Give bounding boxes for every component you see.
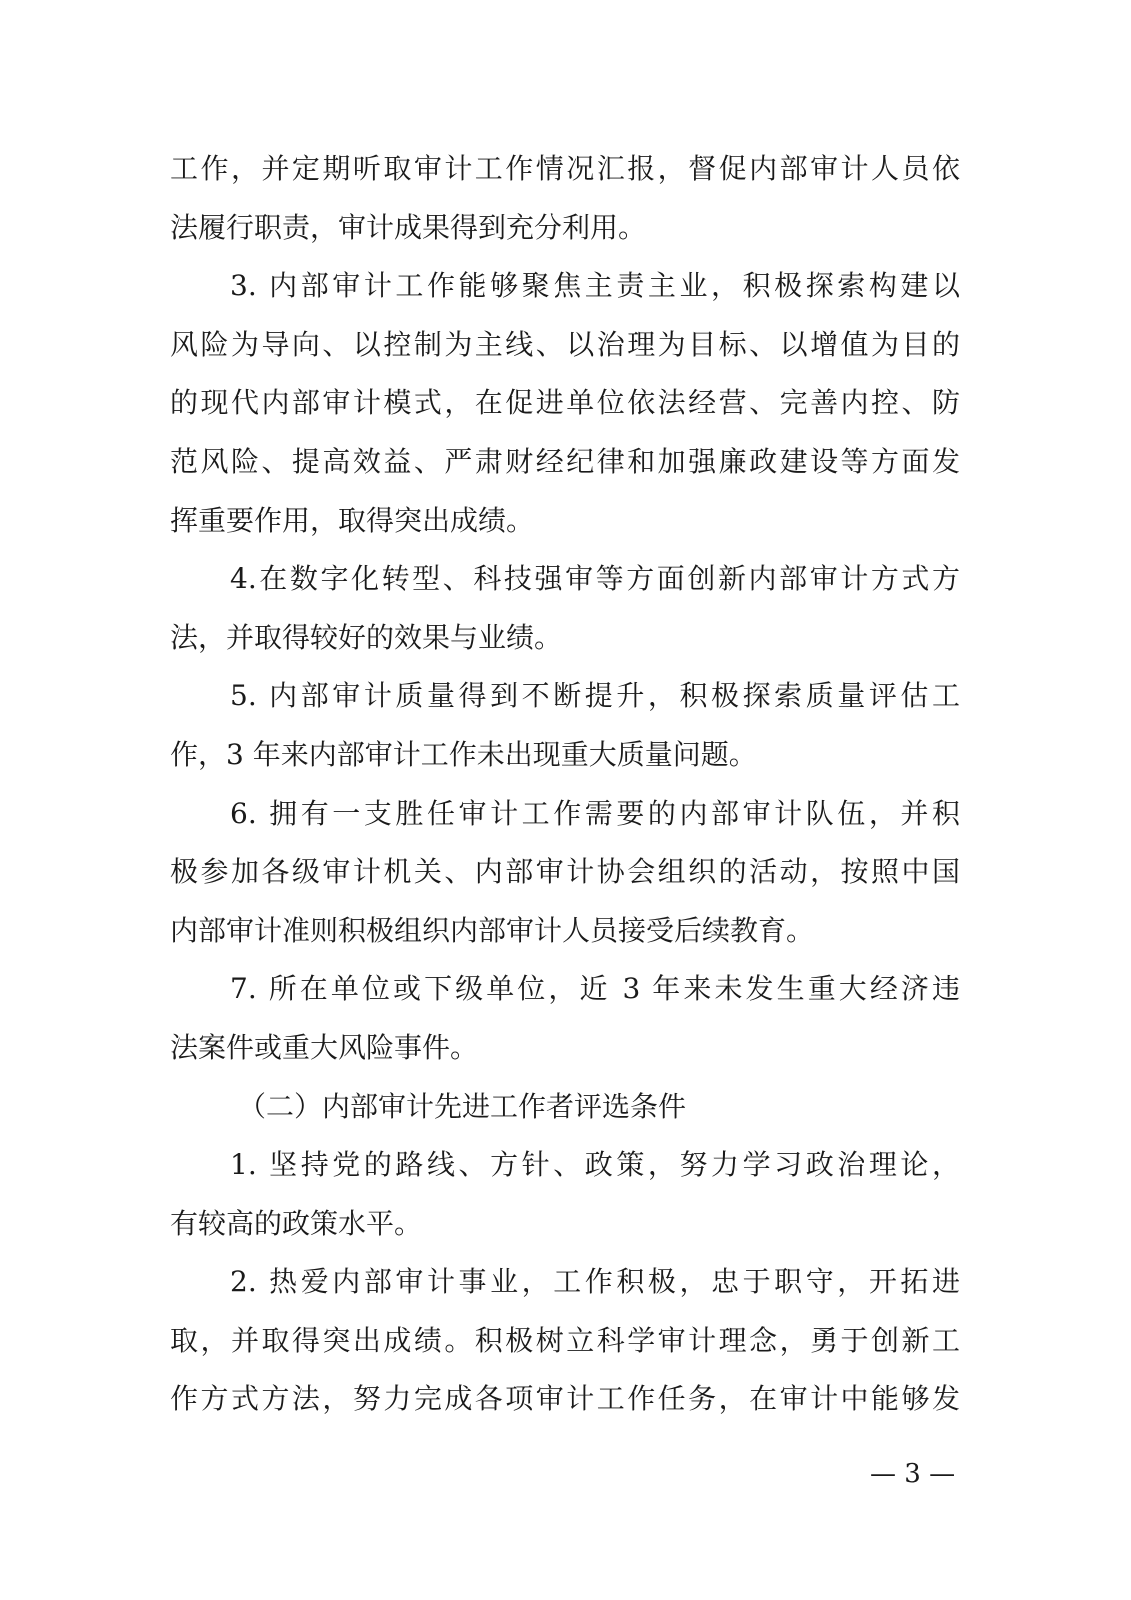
page-number: — 3 —	[870, 1459, 956, 1489]
text-line: 作方式方法，努力完成各项审计工作任务，在审计中能够发	[170, 1382, 960, 1416]
text-line: 极参加各级审计机关、内部审计协会组织的活动，按照中国	[170, 855, 960, 889]
text-line: 4.在数字化转型、科技强审等方面创新内部审计方式方	[230, 562, 960, 596]
text-line: 法，并取得较好的效果与业绩。	[170, 620, 563, 654]
text-line: 3. 内部审计工作能够聚焦主责主业，积极探索构建以	[230, 269, 960, 303]
text-line: 挥重要作用，取得突出成绩。	[170, 503, 535, 537]
text-line: 内部审计准则积极组织内部审计人员接受后续教育。	[170, 913, 815, 947]
text-line: 1. 坚持党的路线、方针、政策，努力学习政治理论，	[230, 1148, 960, 1182]
text-line: 法案件或重大风险事件。	[170, 1030, 479, 1064]
text-line: 的现代内部审计模式，在促进单位依法经营、完善内控、防	[170, 386, 960, 420]
text-line: 作，3 年来内部审计工作未出现重大质量问题。	[170, 737, 757, 771]
text-line: 6. 拥有一支胜任审计工作需要的内部审计队伍，并积	[230, 796, 960, 830]
document-body	[170, 140, 960, 1429]
text-line: 取，并取得突出成绩。积极树立科学审计理念，勇于创新工	[170, 1323, 960, 1357]
text-line: 有较高的政策水平。	[170, 1206, 423, 1240]
text-line: 法履行职责，审计成果得到充分利用。	[170, 210, 647, 244]
text-line: 工作，并定期听取审计工作情况汇报，督促内部审计人员依	[170, 152, 960, 185]
text-line: 5. 内部审计质量得到不断提升，积极探索质量评估工	[230, 679, 960, 713]
text-line: 范风险、提高效益、严肃财经纪律和加强廉政建设等方面发	[170, 444, 960, 478]
text-line: 2. 热爱内部审计事业，工作积极，忠于职守，开拓进	[230, 1265, 960, 1299]
text-line: 风险为导向、以控制为主线、以治理为目标、以增值为目的	[170, 327, 960, 361]
section-heading: （二）内部审计先进工作者评选条件	[238, 1089, 687, 1123]
text-line: 7. 所在单位或下级单位，近 3 年来未发生重大经济违	[230, 972, 960, 1006]
